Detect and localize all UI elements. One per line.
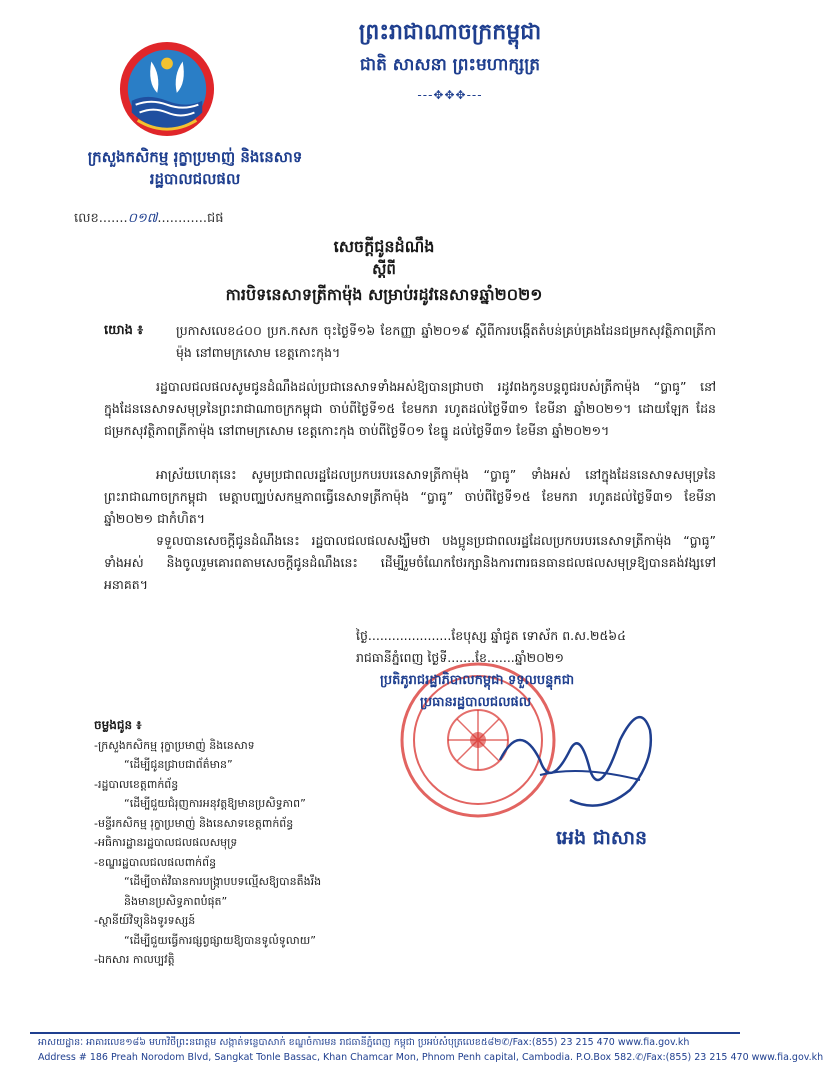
reference-number	[74, 210, 224, 229]
cc-item-note: “ដើម្បីជួយធ្វើការផ្សព្វផ្សាយឱ្យបានទូលំទូលាយ”	[124, 933, 316, 947]
paragraph-2: អាស្រ័យហេតុនេះ សូមប្រជាពលរដ្ឋដែលប្រកបរបរនេសាទត្រីកាម៉ុង “ប្លាធូ” ទាំងអស់ នៅក្នុងដែននេសាទសមុទ្រនៃព្រះរាជាណាចក្រកម្ពុជា មេត្តាបញ្ឈប់សកម្មភាពធ្វើនេសាទត្រីកាម៉ុង “ប្លាធូ” ចាប់ពីថ្ងៃទី១៥ ខែមករា រហូតដល់ថ្ងៃទី៣១ ខែមីនា ឆ្នាំ២០២១ ជាកំហិត។	[104, 467, 716, 526]
paragraph-3: ទទួលបានសេចក្តីជូនដំណឹងនេះ រដ្ឋបាលជលផលសង្ឃឹមថា បងប្អូនប្រជាពលរដ្ឋដែលប្រកបរបរនេសាទត្រីកាម៉ុង “ប្លាធូ” ទាំងអស់ និងចូលរួមគោរពតាមសេចក្តីជូនដំណឹងនេះ ដើម្បីរួមចំណែកថែរក្សានិងការពារធនធានជលផលសមុទ្រឱ្យបានគង់វង្សទៅអនាគត។	[104, 533, 716, 592]
ref-prefix: លេខ.......	[74, 211, 128, 226]
ref-number-handwritten: ០១៧	[127, 211, 158, 226]
cc-item-note: និងមានប្រសិទ្ធភាពបំផុត”	[124, 894, 228, 908]
cc-item: -រដ្ឋបាលខេត្តពាក់ព័ន្ធ	[94, 777, 179, 791]
cc-item: -មន្ទីរកសិកម្ម រុក្ខាប្រមាញ់ និងនេសាទខេត្តពាក់ព័ន្ធ	[94, 816, 294, 830]
cc-item: -ខណ្ឌរដ្ឋបាលជលផលពាក់ព័ន្ធ	[94, 855, 217, 869]
reference-label: យោង ៖	[104, 323, 144, 338]
ministry-line1: ក្រសួងកសិកម្ម រុក្ខាប្រមាញ់ និងនេសាទ	[87, 148, 303, 166]
footer-address-english: Address # 186 Preah Norodom Blvd, Sangkat Tonle Bassac, Khan Chamcar Mon, Phnom Penh capital, Cambodia. P.O.Box 582.✆/Fax:(855) 23 215 470 www.fia.gov.kh	[38, 1052, 823, 1063]
ref-suffix: ............ជផ	[157, 211, 224, 226]
ornament-divider: ---✥✥✥---	[417, 88, 483, 102]
cc-item-note: “ដើម្បីចាត់វិធានការបង្ក្រាបបទល្មើសឱ្យបានតឹងរឹង	[124, 875, 322, 888]
handwritten-signature	[480, 700, 680, 820]
cc-item: -ក្រសួងកសិកម្ម រុក្ខាប្រមាញ់ និងនេសាទ	[94, 738, 255, 752]
footer-address-khmer: អាសយដ្ឋានៈ អាគារលេខ១៨៦ មហាវិថីព្រះនរោត្តម សង្កាត់ទន្លេបាសាក់ ខណ្ឌចំការមន រាជធានីភ្នំពេញ កម្ពុជា ប្រអប់សំបុត្រលេខ៥៨២✆/Fax:(855) 23 215 470 www.fia.gov.kh	[38, 1037, 690, 1048]
reference-text: ប្រកាសលេខ៤០០ ប្រក.កសក ចុះថ្ងៃទី១៦ ខែកញ្ញា ឆ្នាំ២០១៩ ស្តីពីការបង្កើតតំបន់គ្រប់គ្រងដែនជម្រកសុវត្ថិភាពត្រីកាម៉ុង នៅពាមក្រសោម ខេត្តកោះកុង។	[176, 323, 716, 360]
cc-list	[94, 716, 414, 970]
national-motto: ជាតិ សាសនា ព្រះមហាក្សត្រ	[359, 55, 541, 75]
ministry-line2: រដ្ឋបាលជលផល	[149, 170, 241, 188]
ministry-logo	[118, 40, 216, 138]
footer-divider	[30, 1032, 740, 1034]
cc-item: -ស្ថានីយ៍វិទ្យុនិងទូរទស្សន៍	[94, 914, 196, 927]
cc-item: -អធិការដ្ឋានរដ្ឋបាលជលផលសមុទ្រ	[94, 836, 238, 849]
cc-heading: ចម្លងជូន ៖	[94, 718, 142, 732]
signatory-title: ប្រតិភូរាជរដ្ឋាភិបាលកម្ពុជា ទទួលបន្ទុកជា	[380, 673, 575, 688]
lunar-date: ថ្ងៃ.....................ខែបុស្ស ឆ្នាំជូត ទោស័ក ព.ស.២៥៦៤	[356, 628, 626, 643]
signatory-position: ប្រធានរដ្ឋបាលជលផល	[420, 695, 532, 710]
notice-subject-label: ស្តីពី	[372, 260, 396, 278]
cc-item-note: “ដើម្បីជួយជំរុញការអនុវត្តឱ្យមានប្រសិទ្ធភាព”	[124, 797, 306, 810]
cc-item: -ឯកសារ កាលប្បវត្តិ	[94, 953, 175, 966]
kingdom-heading: ព្រះរាជាណាចក្រកម្ពុជា	[358, 20, 542, 45]
solar-date: រាជធានីភ្នំពេញ ថ្ងៃទី.......ខែ.......ឆ្នាំ២០២១	[356, 650, 564, 665]
notice-title: សេចក្តីជូនដំណឹង	[333, 237, 435, 256]
paragraph-1: រដ្ឋបាលជលផលសូមជូនដំណឹងដល់ប្រជានេសាទទាំងអស់ឱ្យបានជ្រាបថា រដូវពងកូនបន្តពូជរបស់ត្រីកាម៉ុង “ប្លាធូ” នៅក្នុងដែននេសាទសមុទ្រនៃព្រះរាជាណាចក្រកម្ពុជា ចាប់ពីថ្ងៃទី១៥ ខែមករា រហូតដល់ថ្ងៃទី៣១ ខែមីនា ឆ្នាំ២០២១។ ដោយឡែក ដែនជម្រកសុវត្ថិភាពត្រីកាម៉ុង នៅពាមក្រសោម ខេត្តកោះកុង ចាប់ពីថ្ងៃទី០១ ខែធ្នូ ដល់ថ្ងៃទី៣១ ខែមីនា ឆ្នាំ២០២១។	[104, 379, 716, 438]
cc-item-note: “ដើម្បីជូនជ្រាបជាព័ត៌មាន”	[124, 758, 233, 771]
notice-subject: ការបិទនេសាទត្រីកាម៉ុង សម្រាប់រដូវនេសាទឆ្នាំ២០២១	[225, 285, 543, 304]
ministry-name	[80, 146, 310, 190]
signatory-name: អេង ជាសាន	[556, 827, 648, 849]
